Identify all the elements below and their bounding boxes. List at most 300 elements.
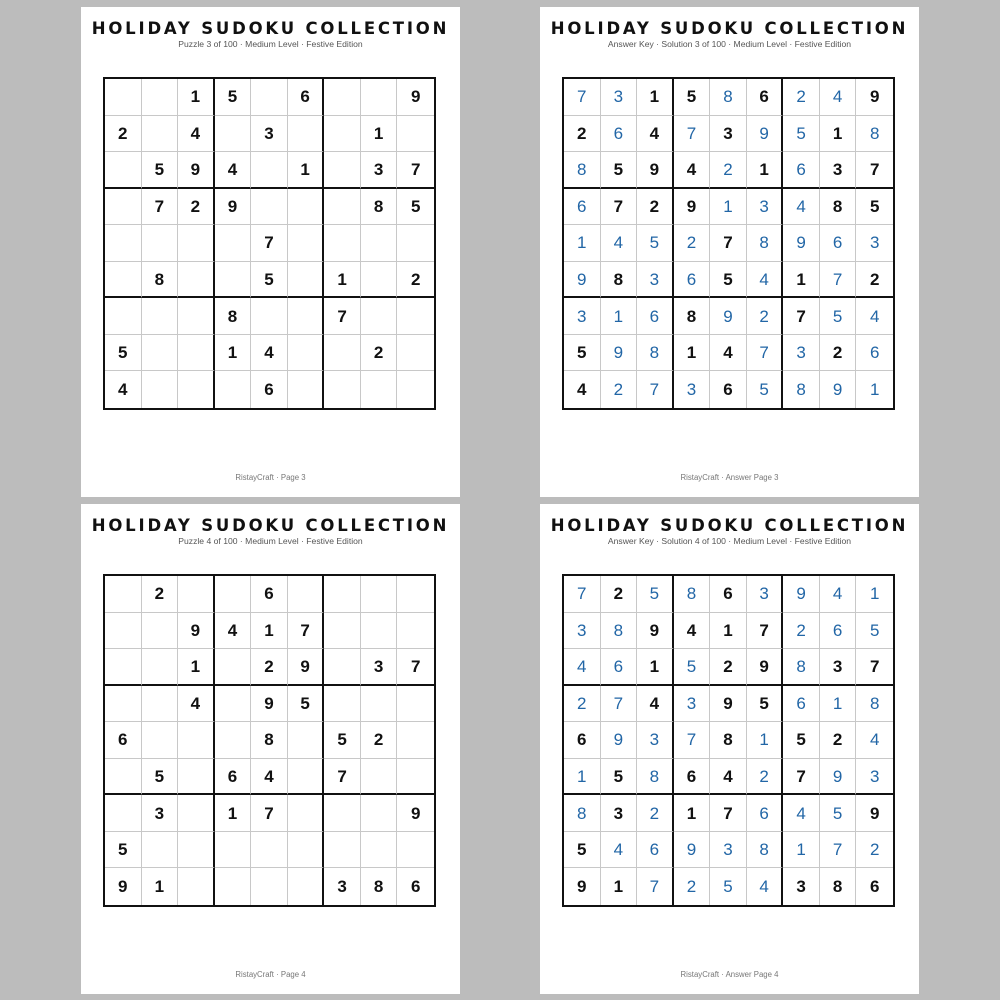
given-digit-cell: 5	[601, 759, 638, 796]
given-digit-cell: 5	[324, 722, 361, 759]
empty-cell	[324, 371, 361, 408]
empty-cell	[178, 868, 215, 905]
given-digit-cell: 9	[674, 189, 711, 226]
given-digit-cell: 5	[397, 189, 434, 226]
empty-cell	[105, 152, 142, 189]
solution-digit-cell: 6	[637, 298, 674, 335]
solution-digit-cell: 9	[747, 116, 784, 153]
solution-digit-cell: 6	[820, 613, 857, 650]
solution-digit-cell: 5	[783, 116, 820, 153]
given-digit-cell: 1	[288, 152, 325, 189]
empty-cell	[324, 335, 361, 372]
solution-digit-cell: 2	[710, 152, 747, 189]
empty-cell	[215, 832, 252, 869]
given-digit-cell: 1	[783, 262, 820, 299]
solution-digit-cell: 2	[601, 371, 638, 408]
solution-digit-cell: 4	[856, 298, 893, 335]
given-digit-cell: 6	[747, 79, 784, 116]
given-digit-cell: 8	[251, 722, 288, 759]
given-digit-cell: 5	[142, 152, 179, 189]
empty-cell	[324, 79, 361, 116]
page-title: HOLIDAY SUDOKU COLLECTION	[550, 19, 909, 38]
answer-page-3	[540, 7, 919, 497]
page-footer: RistayCraft · Answer Page 4	[680, 970, 779, 979]
empty-cell	[397, 335, 434, 372]
solution-digit-cell: 6	[637, 832, 674, 869]
empty-cell	[142, 225, 179, 262]
empty-cell	[178, 335, 215, 372]
empty-cell	[361, 832, 398, 869]
solution-digit-cell: 7	[564, 79, 601, 116]
solution-digit-cell: 8	[856, 116, 893, 153]
given-digit-cell: 7	[251, 795, 288, 832]
solution-digit-cell: 2	[637, 795, 674, 832]
solution-digit-cell: 8	[564, 152, 601, 189]
empty-cell	[324, 613, 361, 650]
solution-digit-cell: 1	[564, 759, 601, 796]
solution-digit-cell: 3	[564, 613, 601, 650]
given-digit-cell: 2	[564, 116, 601, 153]
empty-cell	[105, 225, 142, 262]
empty-cell	[361, 298, 398, 335]
empty-cell	[361, 225, 398, 262]
empty-cell	[105, 79, 142, 116]
empty-cell	[397, 576, 434, 613]
given-digit-cell: 7	[397, 649, 434, 686]
solution-digit-cell: 1	[747, 722, 784, 759]
given-digit-cell: 4	[637, 686, 674, 723]
empty-cell	[105, 795, 142, 832]
solution-digit-cell: 6	[783, 152, 820, 189]
solution-digit-cell: 7	[637, 371, 674, 408]
solution-digit-cell: 5	[747, 371, 784, 408]
solution-digit-cell: 4	[856, 722, 893, 759]
empty-cell	[324, 649, 361, 686]
given-digit-cell: 7	[856, 152, 893, 189]
page-subtitle: Answer Key · Solution 4 of 100 · Medium Level · Festive Edition	[607, 536, 852, 546]
solution-digit-cell: 4	[601, 225, 638, 262]
given-digit-cell: 6	[105, 722, 142, 759]
given-digit-cell: 3	[142, 795, 179, 832]
solution-digit-cell: 7	[674, 116, 711, 153]
solution-digit-cell: 7	[637, 868, 674, 905]
empty-cell	[215, 576, 252, 613]
empty-cell	[105, 262, 142, 299]
given-digit-cell: 7	[324, 298, 361, 335]
given-digit-cell: 4	[215, 152, 252, 189]
given-digit-cell: 1	[820, 116, 857, 153]
solution-digit-cell: 5	[820, 795, 857, 832]
solution-digit-cell: 8	[601, 613, 638, 650]
solution-digit-cell: 4	[783, 795, 820, 832]
empty-cell	[361, 795, 398, 832]
solution-digit-cell: 3	[674, 686, 711, 723]
solution-digit-cell: 2	[747, 759, 784, 796]
given-digit-cell: 7	[251, 225, 288, 262]
solution-digit-cell: 3	[637, 722, 674, 759]
given-digit-cell: 1	[637, 79, 674, 116]
empty-cell	[288, 795, 325, 832]
given-digit-cell: 5	[251, 262, 288, 299]
solution-digit-cell: 9	[820, 759, 857, 796]
empty-cell	[142, 298, 179, 335]
given-digit-cell: 5	[288, 686, 325, 723]
given-digit-cell: 2	[361, 335, 398, 372]
empty-cell	[178, 722, 215, 759]
given-digit-cell: 4	[251, 759, 288, 796]
given-digit-cell: 5	[674, 79, 711, 116]
solution-digit-cell: 7	[674, 722, 711, 759]
empty-cell	[178, 225, 215, 262]
empty-cell	[251, 832, 288, 869]
solution-digit-cell: 8	[747, 225, 784, 262]
solution-digit-cell: 8	[637, 759, 674, 796]
given-digit-cell: 1	[142, 868, 179, 905]
given-digit-cell: 4	[178, 686, 215, 723]
given-digit-cell: 6	[869, 877, 880, 897]
given-digit-cell: 4	[251, 335, 288, 372]
given-digit-cell: 9	[288, 649, 325, 686]
empty-cell	[288, 225, 325, 262]
empty-cell	[215, 371, 252, 408]
empty-cell	[215, 722, 252, 759]
given-digit-cell: 5	[710, 262, 747, 299]
given-digit-cell: 1	[178, 79, 215, 116]
solution-digit-cell: 3	[710, 832, 747, 869]
empty-cell	[142, 335, 179, 372]
given-digit-cell: 3	[783, 868, 820, 905]
empty-cell	[288, 868, 325, 905]
empty-cell	[361, 79, 398, 116]
solution-digit-cell: 9	[783, 225, 820, 262]
empty-cell	[361, 686, 398, 723]
empty-cell	[215, 868, 252, 905]
given-digit-cell: 6	[410, 877, 421, 897]
given-digit-cell: 2	[178, 189, 215, 226]
given-digit-cell: 2	[820, 335, 857, 372]
empty-cell	[251, 298, 288, 335]
solution-digit-cell: 3	[856, 759, 893, 796]
solution-digit-cell: 8	[674, 576, 711, 613]
solution-digit-cell: 4	[564, 649, 601, 686]
given-digit-cell: 5	[747, 686, 784, 723]
solution-digit-cell: 2	[674, 225, 711, 262]
given-digit-cell: 3	[361, 649, 398, 686]
empty-cell	[397, 116, 434, 153]
given-digit-cell: 9	[747, 649, 784, 686]
given-digit-cell: 7	[710, 795, 747, 832]
given-digit-cell: 1	[674, 335, 711, 372]
solution-digit-cell: 3	[674, 371, 711, 408]
solution-digit-cell: 1	[869, 380, 880, 400]
solution-digit-cell: 5	[710, 868, 747, 905]
solution-digit-cell: 3	[564, 298, 601, 335]
given-digit-cell: 3	[361, 152, 398, 189]
given-digit-cell: 8	[142, 262, 179, 299]
empty-cell	[361, 371, 398, 408]
page-footer: RistayCraft · Page 3	[235, 473, 306, 482]
solution-digit-cell: 7	[564, 576, 601, 613]
solution-digit-cell: 4	[820, 576, 857, 613]
solution-digit-cell: 4	[747, 262, 784, 299]
solution-digit-cell: 6	[564, 189, 601, 226]
solution-digit-cell: 6	[601, 649, 638, 686]
page-title: HOLIDAY SUDOKU COLLECTION	[550, 516, 909, 535]
empty-cell	[397, 832, 434, 869]
empty-cell	[142, 613, 179, 650]
given-digit-cell: 2	[820, 722, 857, 759]
solution-digit-cell: 1	[783, 832, 820, 869]
solution-digit-cell: 2	[674, 868, 711, 905]
given-digit-cell: 5	[105, 832, 142, 869]
given-digit-cell: 3	[820, 649, 857, 686]
answer-page-4	[540, 504, 919, 994]
empty-cell	[215, 225, 252, 262]
empty-cell	[397, 371, 434, 408]
given-digit-cell: 5	[601, 152, 638, 189]
solution-digit-cell: 1	[710, 189, 747, 226]
empty-cell	[288, 116, 325, 153]
sudoku-solution-grid	[562, 77, 895, 410]
page-title: HOLIDAY SUDOKU COLLECTION	[91, 19, 450, 38]
given-digit-cell: 7	[783, 759, 820, 796]
given-digit-cell: 1	[674, 795, 711, 832]
solution-digit-cell: 6	[601, 116, 638, 153]
solution-digit-cell: 3	[783, 335, 820, 372]
page-subtitle: Puzzle 3 of 100 · Medium Level · Festive Edition	[178, 39, 363, 49]
puzzle-page-3	[81, 7, 460, 497]
sudoku-grid	[103, 574, 436, 907]
solution-digit-cell: 2	[856, 832, 893, 869]
given-digit-cell: 2	[601, 576, 638, 613]
empty-cell	[288, 832, 325, 869]
sudoku-solution-grid	[562, 574, 895, 907]
solution-digit-cell: 1	[856, 576, 893, 613]
empty-cell	[397, 225, 434, 262]
solution-digit-cell: 5	[856, 613, 893, 650]
solution-digit-cell: 8	[783, 371, 820, 408]
empty-cell	[251, 79, 288, 116]
empty-cell	[361, 576, 398, 613]
given-digit-cell: 9	[178, 613, 215, 650]
solution-digit-cell: 8	[564, 795, 601, 832]
page-footer: RistayCraft · Answer Page 3	[680, 473, 779, 482]
solution-digit-cell: 6	[856, 335, 893, 372]
given-digit-cell: 8	[674, 298, 711, 335]
given-digit-cell: 9	[710, 686, 747, 723]
given-digit-cell: 3	[820, 152, 857, 189]
given-digit-cell: 4	[710, 335, 747, 372]
empty-cell	[215, 262, 252, 299]
solution-digit-cell: 6	[747, 795, 784, 832]
empty-cell	[215, 649, 252, 686]
given-digit-cell: 4	[637, 116, 674, 153]
given-digit-cell: 7	[710, 225, 747, 262]
empty-cell	[397, 759, 434, 796]
given-digit-cell: 5	[215, 79, 252, 116]
empty-cell	[142, 649, 179, 686]
solution-digit-cell: 4	[747, 868, 784, 905]
solution-digit-cell: 5	[674, 649, 711, 686]
solution-digit-cell: 4	[783, 189, 820, 226]
given-digit-cell: 3	[324, 868, 361, 905]
solution-digit-cell: 2	[564, 686, 601, 723]
given-digit-cell: 6	[674, 759, 711, 796]
solution-digit-cell: 3	[601, 79, 638, 116]
empty-cell	[324, 116, 361, 153]
given-digit-cell: 4	[674, 152, 711, 189]
solution-digit-cell: 8	[637, 335, 674, 372]
empty-cell	[105, 189, 142, 226]
empty-cell	[288, 759, 325, 796]
given-digit-cell: 6	[215, 759, 252, 796]
empty-cell	[178, 832, 215, 869]
given-digit-cell: 8	[820, 189, 857, 226]
empty-cell	[361, 262, 398, 299]
empty-cell	[178, 371, 215, 408]
given-digit-cell: 5	[783, 722, 820, 759]
given-digit-cell: 5	[856, 189, 893, 226]
solution-digit-cell: 5	[637, 576, 674, 613]
empty-cell	[251, 868, 288, 905]
empty-cell	[105, 298, 142, 335]
empty-cell	[178, 262, 215, 299]
empty-cell	[215, 686, 252, 723]
empty-cell	[288, 371, 325, 408]
empty-cell	[288, 262, 325, 299]
given-digit-cell: 2	[251, 649, 288, 686]
given-digit-cell: 8	[820, 868, 857, 905]
given-digit-cell: 4	[564, 371, 601, 408]
solution-digit-cell: 2	[747, 298, 784, 335]
given-digit-cell: 4	[674, 613, 711, 650]
given-digit-cell: 2	[105, 116, 142, 153]
given-digit-cell: 3	[601, 795, 638, 832]
solution-digit-cell: 6	[674, 262, 711, 299]
solution-digit-cell: 9	[564, 262, 601, 299]
solution-digit-cell: 4	[601, 832, 638, 869]
solution-digit-cell: 9	[674, 832, 711, 869]
empty-cell	[288, 298, 325, 335]
given-digit-cell: 9	[856, 79, 893, 116]
empty-cell	[288, 576, 325, 613]
given-digit-cell: 4	[105, 371, 142, 408]
given-digit-cell: 1	[601, 868, 638, 905]
given-digit-cell: 8	[361, 189, 398, 226]
empty-cell	[397, 613, 434, 650]
sudoku-grid	[103, 77, 436, 410]
empty-cell	[142, 371, 179, 408]
empty-cell	[105, 613, 142, 650]
solution-digit-cell: 1	[601, 298, 638, 335]
empty-cell	[142, 832, 179, 869]
given-digit-cell: 2	[142, 576, 179, 613]
empty-cell	[178, 795, 215, 832]
empty-cell	[324, 686, 361, 723]
given-digit-cell: 1	[215, 795, 252, 832]
given-digit-cell: 7	[288, 613, 325, 650]
given-digit-cell: 6	[710, 576, 747, 613]
empty-cell	[142, 686, 179, 723]
solution-digit-cell: 7	[601, 686, 638, 723]
solution-digit-cell: 4	[820, 79, 857, 116]
given-digit-cell: 9	[215, 189, 252, 226]
page-subtitle: Answer Key · Solution 3 of 100 · Medium Level · Festive Edition	[607, 39, 852, 49]
given-digit-cell: 8	[215, 298, 252, 335]
page-title: HOLIDAY SUDOKU COLLECTION	[91, 516, 450, 535]
given-digit-cell: 9	[637, 152, 674, 189]
given-digit-cell: 3	[251, 116, 288, 153]
empty-cell	[251, 152, 288, 189]
puzzle-page-4	[81, 504, 460, 994]
solution-digit-cell: 9	[783, 576, 820, 613]
empty-cell	[324, 576, 361, 613]
given-digit-cell: 8	[361, 868, 398, 905]
solution-digit-cell: 3	[856, 225, 893, 262]
solution-digit-cell: 7	[747, 335, 784, 372]
solution-digit-cell: 2	[783, 79, 820, 116]
solution-digit-cell: 8	[856, 686, 893, 723]
solution-digit-cell: 9	[601, 722, 638, 759]
given-digit-cell: 9	[397, 79, 434, 116]
solution-digit-cell: 3	[747, 576, 784, 613]
empty-cell	[105, 686, 142, 723]
solution-digit-cell: 3	[747, 189, 784, 226]
empty-cell	[361, 759, 398, 796]
empty-cell	[324, 832, 361, 869]
solution-digit-cell: 8	[710, 79, 747, 116]
given-digit-cell: 5	[105, 335, 142, 372]
empty-cell	[397, 686, 434, 723]
empty-cell	[324, 152, 361, 189]
empty-cell	[215, 116, 252, 153]
given-digit-cell: 6	[564, 722, 601, 759]
given-digit-cell: 9	[178, 152, 215, 189]
empty-cell	[142, 116, 179, 153]
given-digit-cell: 9	[856, 795, 893, 832]
empty-cell	[288, 722, 325, 759]
solution-digit-cell: 3	[637, 262, 674, 299]
empty-cell	[251, 189, 288, 226]
solution-digit-cell: 7	[820, 832, 857, 869]
solution-digit-cell: 9	[710, 298, 747, 335]
given-digit-cell: 6	[288, 79, 325, 116]
given-digit-cell: 9	[251, 686, 288, 723]
empty-cell	[288, 189, 325, 226]
solution-digit-cell: 6	[783, 686, 820, 723]
solution-digit-cell: 1	[820, 686, 857, 723]
given-digit-cell: 1	[361, 116, 398, 153]
given-digit-cell: 6	[251, 371, 288, 408]
given-digit-cell: 1	[178, 649, 215, 686]
given-digit-cell: 9	[637, 613, 674, 650]
empty-cell	[397, 722, 434, 759]
given-digit-cell: 3	[710, 116, 747, 153]
empty-cell	[178, 298, 215, 335]
empty-cell	[288, 335, 325, 372]
solution-digit-cell: 7	[820, 262, 857, 299]
empty-cell	[105, 576, 142, 613]
given-digit-cell: 1	[215, 335, 252, 372]
given-digit-cell: 5	[564, 335, 601, 372]
empty-cell	[324, 225, 361, 262]
given-digit-cell: 4	[215, 613, 252, 650]
solution-digit-cell: 9	[601, 335, 638, 372]
given-digit-cell: 7	[856, 649, 893, 686]
given-digit-cell: 4	[710, 759, 747, 796]
page-footer: RistayCraft · Page 4	[235, 970, 306, 979]
given-digit-cell: 8	[601, 262, 638, 299]
